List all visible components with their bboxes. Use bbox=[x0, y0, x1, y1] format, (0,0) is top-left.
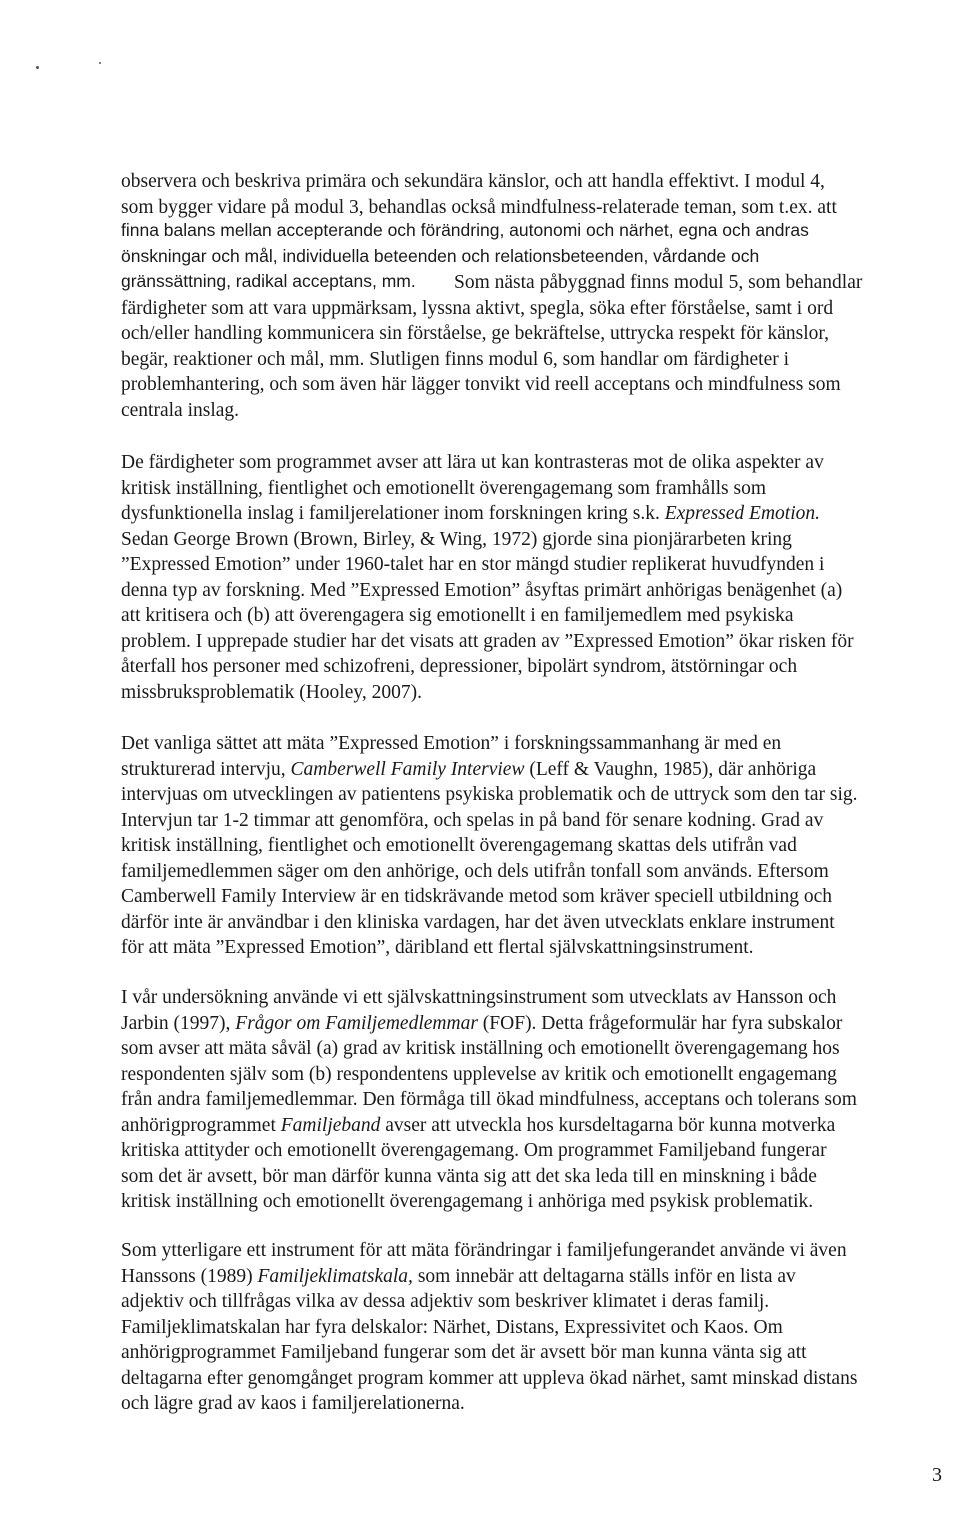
text-line: kritiska attityder och emotionellt överengagemang. Om programmet Familjeband fungerar bbox=[121, 1140, 827, 1161]
text-line: problem. I upprepade studier har det visats att graden av ”Expressed Emotion” ökar risken för bbox=[121, 630, 854, 652]
text-segment: (FOF). Detta frågeformulär har fyra subskalor bbox=[482, 1012, 843, 1034]
text-line: färdigheter som att vara uppmärksam, lyssna aktivt, spegla, söka efter förståelse, samt i ord bbox=[121, 297, 834, 319]
text-line: önskningar och mål, individuella beteenden och relationsbeteenden, vårdande och bbox=[121, 245, 760, 266]
text-line: för att mäta ”Expressed Emotion”, däribland ett flertal självskattningsinstrument. bbox=[121, 937, 754, 958]
italic-term: Expressed Emotion. bbox=[664, 503, 820, 524]
text-line: respondenten själv som (b) respondentens upplevelse av kritik och emotionellt engagemang bbox=[121, 1063, 837, 1085]
text-line: och/eller handling kommunicera sin förståelse, ge bekräftelse, uttrycka respekt för känslor, bbox=[121, 323, 830, 344]
italic-term: Familjeklimatskala, bbox=[257, 1265, 413, 1287]
text-segment: anhörigprogrammet bbox=[121, 1114, 276, 1136]
text-line: som bygger vidare på modul 3, behandlas också mindfulness-relaterade teman, som t.ex. att bbox=[121, 196, 837, 218]
text-line: och lägre grad av kaos i familjerelationerna. bbox=[121, 1393, 465, 1414]
text-line: från andra familjemedlemmar. Den förmåga till ökad mindfulness, acceptans och tolerans som bbox=[121, 1089, 857, 1110]
text-line: anhörigprogrammet Familjeband fungerar som det är avsett bör man kunna vänta sig att bbox=[121, 1342, 807, 1363]
text-segment: strukturerad intervju, bbox=[121, 758, 286, 780]
text-line: Sedan George Brown (Brown, Birley, & Wing, 1972) gjorde sina pionjärarbeten kring bbox=[121, 528, 792, 550]
paragraph-6 bbox=[121, 985, 857, 1215]
paragraph-1 bbox=[121, 169, 837, 220]
text-line bbox=[121, 757, 858, 783]
text-line: intervjuas om utvecklingen av patientens psykiska problematik och de uttryck som den tar sig. bbox=[121, 784, 858, 805]
text-line: finna balans mellan accepterande och förändring, autonomi och närhet, egna och andras bbox=[121, 220, 809, 240]
text-segment: avser att utveckla hos kursdeltagarna bör kunna motverka bbox=[385, 1114, 836, 1136]
text-line: som avser att mäta såväl (a) grad av kritisk inställning och emotionellt överengagemang hos bbox=[121, 1038, 840, 1059]
text-line: denna typ av forskning. Med ”Expressed Emotion” åsyftas primärt anhörigas benägenhet (a) bbox=[121, 579, 843, 601]
paragraph-7 bbox=[121, 1238, 857, 1417]
text-segment: dysfunktionella inslag i familjerelationer inom forskningen kring s.k. bbox=[121, 503, 660, 524]
text-line: centrala inslag. bbox=[121, 399, 240, 421]
text-line: Som ytterligare ett instrument för att mäta förändringar i familjefungerandet använde vi även bbox=[121, 1240, 847, 1261]
text-segment: som innebär att deltagarna ställs inför en lista av bbox=[417, 1265, 796, 1287]
text-line bbox=[121, 1264, 857, 1290]
text-line: att kritisera och (b) att överengagera sig emotionellt i en familjemedlem med psykiska bbox=[121, 605, 794, 626]
text-line: kritisk inställning, fientlighet och emotionellt överengagemang som framhålls som bbox=[121, 477, 766, 499]
text-line: Intervjun tar 1-2 timmar att genomföra, och spelas in på band för senare kodning. Grad av bbox=[121, 809, 824, 831]
text-line: återfall hos personer med schizofreni, depressioner, bipolärt syndrom, ätstörningar och bbox=[121, 656, 798, 677]
italic-term: Familjeband bbox=[280, 1114, 381, 1136]
page-number: 3 bbox=[932, 1464, 942, 1486]
paragraph-4 bbox=[121, 450, 854, 705]
text-line bbox=[121, 501, 854, 527]
text-segment: Hanssons (1989) bbox=[121, 1265, 253, 1287]
paragraph-3 bbox=[121, 270, 862, 423]
text-line: Camberwell Family Interview är en tidskrävande metod som kräver speciell utbildning och bbox=[121, 886, 833, 907]
text-line: adjektiv och tillfrågas vilka av dessa adjektiv som beskriver klimatet i deras familj. bbox=[121, 1291, 770, 1312]
text-line: De färdigheter som programmet avser att lära ut kan kontrasteras mot de olika aspekter av bbox=[121, 452, 824, 473]
text-segment: Jarbin (1997), bbox=[121, 1012, 231, 1034]
text-line: Familjeklimatskalan har fyra delskalor: Närhet, Distans, Expressivitet och Kaos. Om bbox=[121, 1316, 783, 1338]
text-line: kritisk inställning, fientlighet och emotionellt överengagemang skattas dels utifrån vad bbox=[121, 835, 797, 856]
text-line: därför inte är användbar i den kliniska vardagen, har det även utvecklats enklare instrument bbox=[121, 911, 835, 933]
text-line: problemhantering, och som även här lägger tonvikt vid reell acceptans och mindfulness som bbox=[121, 374, 841, 395]
text-line: missbruksproblematik (Hooley, 2007). bbox=[121, 681, 422, 703]
text-line: familjemedlemmen säger om den anhörige, och dels utifrån tonfall som används. Eftersom bbox=[121, 860, 829, 882]
scan-speck bbox=[99, 62, 101, 64]
scan-speck bbox=[36, 66, 39, 69]
text-line: kritisk inställning och emotionellt överengagemang i anhöriga med psykisk problematik. bbox=[121, 1191, 814, 1212]
paragraph-5 bbox=[121, 731, 858, 961]
text-segment: (Leff & Vaughn, 1985), där anhöriga bbox=[529, 758, 817, 780]
text-line: gränssättning, radikal acceptans, mm. bbox=[121, 271, 416, 291]
italic-term: Camberwell Family Interview bbox=[290, 758, 525, 780]
italic-term: Frågor om Familjemedlemmar bbox=[235, 1012, 478, 1034]
text-line: ”Expressed Emotion” under 1960-talet har en stor mängd studier replikerat huvudfynden i bbox=[121, 554, 825, 575]
text-line: I vår undersökning använde vi ett självskattningsinstrument som utvecklats av Hansson och bbox=[121, 987, 837, 1008]
text-line: som det är avsett, bör man därför kunna vänta sig att det ska leda till en minskning i både bbox=[121, 1165, 817, 1187]
text-line: Det vanliga sättet att mäta ”Expressed Emotion” i forskningssammanhang är med en bbox=[121, 733, 782, 754]
text-line bbox=[121, 1113, 857, 1139]
text-line bbox=[121, 1011, 857, 1037]
text-line: deltagarna efter genomgånget program kommer att uppleva ökad närhet, samt minskad distans bbox=[121, 1367, 858, 1389]
text-line: Som nästa påbyggnad finns modul 5, som behandlar bbox=[454, 272, 863, 293]
text-line: begär, reaktioner och mål, mm. Slutligen finns modul 6, som handlar om färdigheter i bbox=[121, 348, 790, 370]
text-line: observera och beskriva primära och sekundära känslor, och att handla effektivt. I modul 4, bbox=[121, 171, 825, 192]
